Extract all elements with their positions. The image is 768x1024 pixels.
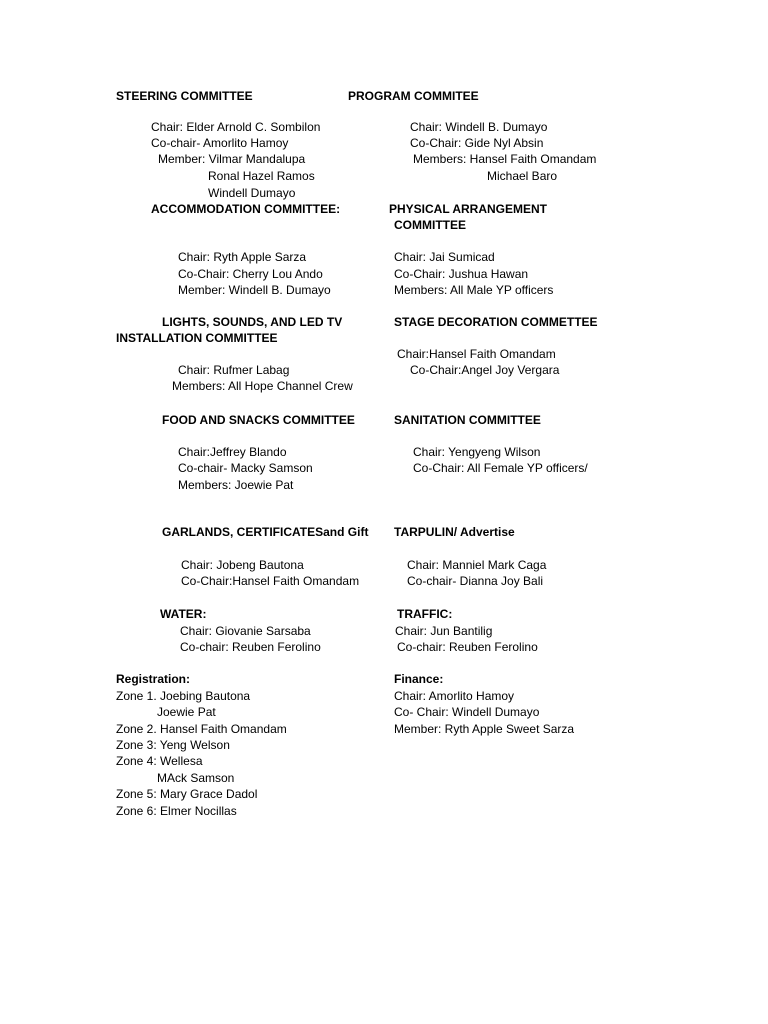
registration-line: Zone 3: Yeng Welson: [116, 738, 230, 752]
water-title: WATER:: [160, 607, 207, 621]
traffic-chair: Chair: Jun Bantilig: [395, 624, 493, 638]
traffic-title: TRAFFIC:: [397, 607, 453, 621]
lights-committee-title-line2: INSTALLATION COMMITTEE: [116, 331, 278, 345]
accommodation-member: Member: Windell B. Dumayo: [178, 283, 331, 297]
accommodation-cochair: Co-Chair: Cherry Lou Ando: [178, 267, 323, 281]
finance-title: Finance:: [394, 672, 444, 686]
program-chair: Chair: Windell B. Dumayo: [410, 120, 548, 134]
steering-member: Windell Dumayo: [208, 186, 296, 200]
steering-cochair: Co-chair- Amorlito Hamoy: [151, 136, 289, 150]
steering-member: Member: Vilmar Mandalupa: [158, 152, 306, 166]
program-cochair: Co-Chair: Gide Nyl Absin: [410, 136, 544, 150]
registration-line: Joewie Pat: [157, 705, 216, 719]
sanitation-cochair: Co-Chair: All Female YP officers/: [413, 461, 588, 475]
steering-committee-title: STEERING COMMITTEE: [116, 89, 253, 103]
physical-chair: Chair: Jai Sumicad: [394, 250, 495, 264]
food-cochair: Co-chair- Macky Samson: [178, 461, 313, 475]
registration-line: Zone 2. Hansel Faith Omandam: [116, 722, 287, 736]
sanitation-committee-title: SANITATION COMMITTEE: [394, 413, 541, 427]
water-chair: Chair: Giovanie Sarsaba: [180, 624, 311, 638]
food-chair: Chair:Jeffrey Blando: [178, 445, 287, 459]
accommodation-chair: Chair: Ryth Apple Sarza: [178, 250, 307, 264]
program-member: Michael Baro: [487, 169, 558, 183]
program-committee-title: PROGRAM COMMITEE: [348, 89, 479, 103]
physical-member: Members: All Male YP officers: [394, 283, 554, 297]
tarpulin-cochair: Co-chair- Dianna Joy Bali: [407, 574, 544, 588]
garlands-chair: Chair: Jobeng Bautona: [181, 558, 304, 572]
registration-title: Registration:: [116, 672, 191, 686]
stage-cochair: Co-Chair:Angel Joy Vergara: [410, 363, 560, 377]
physical-arrangement-title-line2: COMMITTEE: [394, 218, 466, 232]
registration-line: Zone 4: Wellesa: [116, 754, 203, 768]
food-member: Members: Joewie Pat: [178, 478, 294, 492]
registration-line: Zone 5: Mary Grace Dadol: [116, 787, 258, 801]
stage-decoration-title: STAGE DECORATION COMMETTEE: [394, 315, 598, 329]
water-cochair: Co-chair: Reuben Ferolino: [180, 640, 321, 654]
lights-chair: Chair: Rufmer Labag: [178, 363, 290, 377]
accommodation-committee-title: ACCOMMODATION COMMITTEE:: [151, 202, 341, 216]
tarpulin-chair: Chair: Manniel Mark Caga: [407, 558, 547, 572]
finance-cochair: Co- Chair: Windell Dumayo: [394, 705, 540, 719]
registration-line: Zone 1. Joebing Bautona: [116, 689, 251, 703]
traffic-cochair: Co-chair: Reuben Ferolino: [397, 640, 538, 654]
garlands-cochair: Co-Chair:Hansel Faith Omandam: [181, 574, 360, 588]
lights-committee-title: LIGHTS, SOUNDS, AND LED TV: [162, 315, 343, 329]
steering-member: Ronal Hazel Ramos: [208, 169, 315, 183]
physical-cochair: Co-Chair: Jushua Hawan: [394, 267, 529, 281]
physical-arrangement-title: PHYSICAL ARRANGEMENT: [389, 202, 548, 216]
lights-member: Members: All Hope Channel Crew: [172, 379, 353, 393]
finance-chair: Chair: Amorlito Hamoy: [394, 689, 515, 703]
food-committee-title: FOOD AND SNACKS COMMITTEE: [162, 413, 355, 427]
tarpulin-title: TARPULIN/ Advertise: [394, 525, 515, 539]
stage-chair: Chair:Hansel Faith Omandam: [397, 347, 556, 361]
registration-line: Zone 6: Elmer Nocillas: [116, 804, 237, 818]
sanitation-chair: Chair: Yengyeng Wilson: [413, 445, 541, 459]
finance-member: Member: Ryth Apple Sweet Sarza: [394, 722, 575, 736]
garlands-committee-title: GARLANDS, CERTIFICATESand Gift: [162, 525, 369, 539]
steering-chair: Chair: Elder Arnold C. Sombilon: [151, 120, 321, 134]
registration-line: MAck Samson: [157, 771, 235, 785]
program-member: Members: Hansel Faith Omandam: [413, 152, 597, 166]
